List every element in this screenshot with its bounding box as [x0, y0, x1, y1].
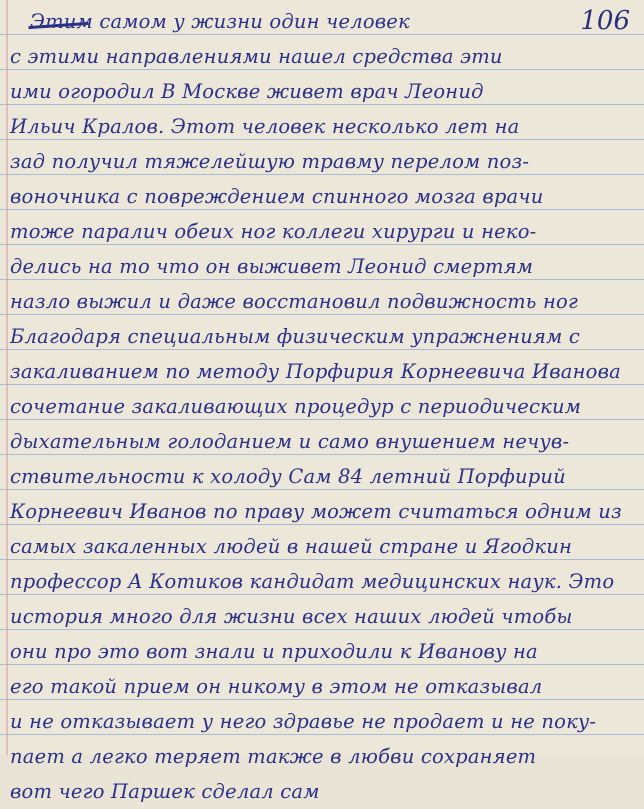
text-line: пает а легко теряет также в любви сохраняет — [10, 745, 537, 768]
text-line: ими огородил В Москве живет врач Леонид — [10, 80, 484, 103]
text-line: его такой прием он никому в этом не отказывал — [10, 675, 543, 698]
text-line: Благодаря специальным физическим упражнениям с — [10, 325, 580, 348]
text-line: сочетание закаливающих процедур с периодическим — [10, 395, 582, 418]
text-line: они про это вот знали и приходили к Иванову на — [10, 640, 538, 663]
text-line: с этими направлениями нашел средства эти — [10, 45, 503, 68]
text-line: ствительности к холоду Сам 84 летний Порфирий — [10, 465, 566, 488]
text-line: самых закаленных людей в нашей стране и Ягодкин — [10, 535, 573, 558]
text-line: делись на то что он выживет Леонид смертям — [10, 255, 534, 278]
text-line: Этим самом у жизни один человек — [30, 10, 410, 33]
handwritten-text — [10, 4, 634, 809]
text-line: профессор А Котиков кандидат медицинских наук. Это — [10, 570, 615, 593]
text-line: назло выжил и даже восстановил подвижность ног — [10, 290, 579, 313]
text-line: воночника с повреждением спинного мозга врачи — [10, 185, 544, 208]
text-line: вот чего Паршек сделал сам — [10, 780, 320, 803]
text-line: Ильич Кралов. Этот человек несколько лет на — [10, 115, 520, 138]
text-line: зад получил тяжелейшую травму перелом поз- — [10, 150, 530, 173]
text-line: закаливанием по методу Порфирия Корнеевича Иванова — [10, 360, 621, 383]
text-line: Корнеевич Иванов по праву может считаться одним из — [10, 500, 622, 523]
text-line: история много для жизни всех наших людей чтобы — [10, 605, 573, 628]
text-line: тоже паралич обеих ног коллеги хирурги и неко- — [10, 220, 537, 243]
page-number: 106 — [580, 6, 630, 36]
text-line: и не отказывает у него здравье не продает и не поку- — [10, 710, 597, 733]
text-line: дыхательным голоданием и само внушением нечув- — [10, 430, 570, 453]
margin-line — [6, 0, 8, 755]
